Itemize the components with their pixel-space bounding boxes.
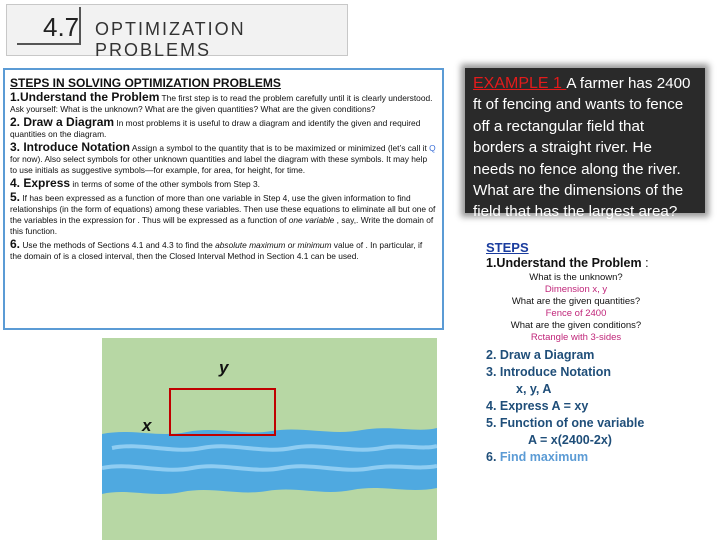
step-6-text-b: value of . In particular, if the domain of is a closed interval, then the Closed Interval Method in Section 4.1 can be used.: [10, 240, 423, 261]
solution-steps-heading: STEPS: [486, 240, 529, 255]
step-5-text: If has been expressed as a function of more than one variable in Step 4, use the given information to find relationships (in the form of equations) among these variables. Then use these equations to eliminate all but one of the variables in the expression for . Thus will be expressed as a function of: [10, 193, 436, 225]
solution-step-6-number: 6.: [486, 450, 497, 464]
solution-step-2: 2. Draw a Diagram: [486, 348, 595, 362]
solution-step-1-colon: :: [641, 256, 649, 270]
solution-step-5: 5. Function of one variable: [486, 416, 645, 430]
field-diagram-svg: [102, 338, 437, 540]
step-5-italic: one variable: [288, 215, 335, 225]
question-given-quantities: What are the given quantities?: [511, 296, 641, 307]
solution-step-5-equation: A = x(2400-2x): [528, 433, 612, 447]
river-shape: [102, 428, 437, 494]
question-given-conditions: What are the given conditions?: [510, 320, 642, 331]
step-2-text: In most problems it is useful to draw a diagram and identify the given and required quantities on the diagram.: [10, 118, 421, 139]
solution-step-6: [486, 449, 706, 466]
step-1-text: The first step is to read the problem carefully until it is clearly understood. Ask yourself: What is the unknown? What are the given quantities? What are the given conditions?: [10, 93, 433, 114]
solution-step-3: 3. Introduce Notation: [486, 365, 611, 379]
step-3-text-a: Assign a symbol to the quantity that is to be maximized or minimized (let’s call it: [130, 143, 430, 153]
solution-step-1: [486, 255, 706, 272]
step-6-text: Use the methods of Sections 4.1 and 4.3 to find the: [20, 240, 216, 250]
step-2: [10, 117, 436, 140]
step-4-text: in terms of some of the other symbols from Step 3.: [70, 179, 260, 189]
field-diagram: [102, 338, 437, 540]
step-5: [10, 192, 436, 237]
solution-steps: [486, 240, 706, 466]
diagram-label-y: y: [219, 358, 229, 377]
section-number-frame: [17, 7, 81, 45]
step-5-label: 5.: [10, 190, 21, 204]
question-unknown: What is the unknown?: [529, 272, 623, 283]
step-2-label: 2. Draw a Diagram: [10, 115, 115, 129]
answer-given-quantities: Fence of 2400: [545, 308, 607, 319]
step-1: [10, 92, 436, 115]
diagram-label-x: x: [142, 416, 152, 435]
step-5-text-b: , say,. Write the domain of this function.: [10, 215, 434, 236]
example-label: EXAMPLE 1: [473, 75, 567, 92]
section-title: OPTIMIZATION PROBLEMS: [95, 19, 246, 60]
solution-step-3-vars: x, y, A: [516, 382, 552, 396]
solution-step-6-text: Find maximum: [496, 450, 589, 464]
fence-rectangle: [170, 389, 275, 435]
step-6: [10, 239, 436, 262]
step-4: [10, 178, 436, 190]
solution-step-4: 4. Express A = xy: [486, 399, 589, 413]
step-3-label: 3. Introduce Notation: [10, 140, 130, 154]
step-1-label: 1.Understand the Problem: [10, 90, 160, 104]
steps-heading: STEPS IN SOLVING OPTIMIZATION PROBLEMS: [10, 76, 281, 90]
section-number: 4.7: [43, 12, 80, 42]
step-3-symbol: Q: [429, 143, 436, 153]
steps-box: [3, 68, 444, 330]
answer-unknown: Dimension x, y: [544, 284, 608, 295]
step-6-italic: absolute maximum or minimum: [215, 240, 332, 250]
step-6-label: 6.: [10, 237, 21, 251]
step-4-label: 4. Express: [10, 176, 71, 190]
solution-step-list: [486, 347, 706, 466]
answer-given-conditions: Rctangle with 3-sides: [530, 332, 622, 343]
step-3-text-b: for now). Also select symbols for other unknown quantities and label the diagram with these symbols. It may help to use initials as suggestive symbols—for example, for area, for height, for time.: [10, 154, 428, 175]
solution-step-1-label: 1.Understand the Problem: [486, 256, 642, 270]
section-title-box: [6, 4, 348, 60]
example-text: A farmer has 2400 ft of fencing and wants to fence off a rectangular field that borders a straight river. He needs no fence along the river. What are the dimensions of the field that has the largest area?: [473, 75, 691, 221]
step-3: [10, 142, 436, 176]
example-box: [465, 68, 705, 221]
